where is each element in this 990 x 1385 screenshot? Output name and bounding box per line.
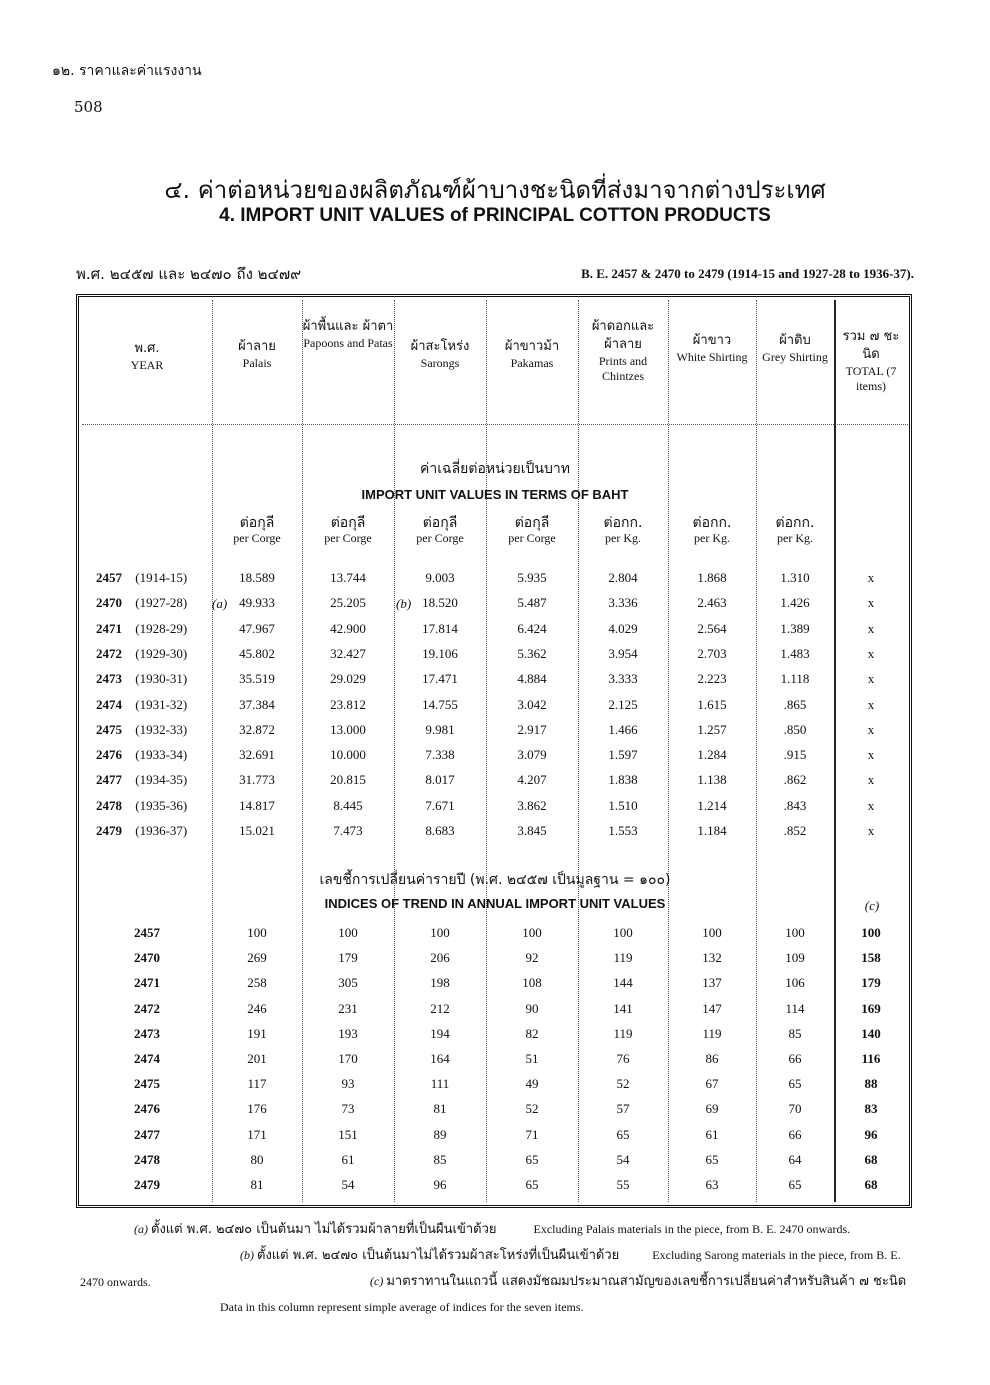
index-year: 2478 (134, 1151, 160, 1167)
year-ad: (1936-37) (135, 823, 188, 838)
index-cell: 61 (705, 1126, 719, 1142)
index-cell: 76 (616, 1051, 630, 1066)
column-header-5 (578, 318, 668, 384)
year-label (96, 747, 187, 763)
value-cell: 37.384 (239, 696, 275, 712)
column-header-4 (486, 318, 578, 371)
value-cell: 1.426 (780, 595, 810, 611)
column-header-english: Pakamas (510, 356, 554, 370)
index-cell: 54 (341, 1177, 355, 1192)
column-header-6 (668, 318, 756, 365)
index-cell: 137 (702, 975, 722, 991)
index-cell: 100 (522, 925, 542, 940)
value-cell: x (867, 645, 875, 661)
unit-label (302, 516, 394, 546)
index-cell: 51 (525, 1051, 539, 1066)
index-cell: 66 (788, 1126, 802, 1142)
index-cell: 86 (705, 1051, 719, 1066)
unit-label (486, 516, 578, 546)
column-header-english: Papoons and Patas (303, 336, 393, 350)
year-ad: (1929-30) (135, 645, 188, 661)
index-cell: 119 (613, 1025, 633, 1041)
index-year: 2473 (134, 1025, 160, 1041)
unit-thai: ต่อกก. (603, 515, 643, 531)
year-label (96, 570, 187, 586)
value-cell: .915 (783, 747, 807, 763)
value-cell: x (867, 823, 875, 838)
value-cell: 6.424 (517, 620, 547, 636)
index-cell: 269 (247, 950, 267, 966)
index-cell: 55 (616, 1177, 630, 1192)
value-cell: 1.838 (608, 772, 638, 788)
year-ad: (1931-32) (135, 696, 188, 712)
value-cell: 17.471 (422, 671, 458, 687)
page-number: 508 (74, 98, 103, 116)
footnote-c: (c) มาตราทานในแถวนี้ แสดงมัชฌมประมาณสามัญของเลขชี้การเปลี่ยนค่าสำหรับสินค้า ๗ ชะนิด (370, 1274, 907, 1289)
value-cell: 1.184 (697, 823, 727, 838)
index-cell: 140 (861, 1025, 881, 1041)
year-be: 2475 (96, 721, 122, 737)
unit-english: per Corge (508, 531, 556, 545)
index-cell: 52 (616, 1076, 630, 1092)
index-year: 2472 (134, 1000, 160, 1016)
value-cell: x (867, 721, 875, 737)
unit-thai: ต่อกุลี (514, 515, 550, 531)
value-cell: 5.935 (517, 570, 547, 585)
value-cell: 3.845 (517, 823, 547, 838)
index-cell: 117 (247, 1076, 267, 1092)
running-header: ๑๒. ราคาและค่าแรงงาน (52, 63, 202, 79)
index-cell: 106 (785, 975, 805, 991)
value-cell: x (867, 595, 875, 611)
value-cell: 1.597 (608, 747, 638, 763)
unit-english: per Kg. (777, 531, 813, 545)
index-year: 2470 (134, 950, 160, 966)
index-cell: 69 (705, 1101, 719, 1117)
index-year: 2474 (134, 1051, 160, 1066)
value-cell: 1.510 (608, 797, 638, 813)
index-cell: 96 (433, 1177, 447, 1192)
year-label (96, 697, 187, 713)
year-be: 2474 (96, 696, 122, 712)
value-cell: 7.473 (333, 823, 363, 838)
year-be: 2457 (96, 570, 122, 585)
index-cell: 81 (433, 1101, 447, 1117)
column-header-3 (394, 318, 486, 371)
column-header-thai: รวม ๗ ชะนิด (842, 329, 900, 362)
year-ad: (1914-15) (135, 570, 188, 585)
value-cell: 4.029 (608, 620, 638, 636)
index-cell: 65 (705, 1151, 719, 1167)
value-cell: 1.483 (780, 645, 810, 661)
value-cell: .852 (783, 823, 807, 838)
index-cell: 81 (250, 1177, 264, 1192)
index-cell: 100 (702, 925, 722, 940)
value-cell: 20.815 (330, 772, 366, 788)
index-cell: 231 (338, 1000, 358, 1016)
unit-label (212, 516, 302, 546)
unit-thai: ต่อกก. (775, 515, 815, 531)
value-cell: 13.000 (330, 721, 366, 737)
unit-english: per Kg. (605, 531, 641, 545)
index-cell: 144 (613, 975, 633, 991)
unit-english: per Corge (416, 531, 464, 545)
index-cell: 246 (247, 1000, 267, 1016)
year-ad: (1928-29) (135, 620, 188, 636)
value-cell: 32.427 (330, 645, 366, 661)
year-label (96, 823, 187, 839)
column-header-8 (834, 328, 908, 394)
value-cell: 1.138 (697, 772, 727, 788)
section2-title-english: INDICES OF TREND IN ANNUAL IMPORT UNIT VALUES (324, 896, 666, 911)
value-cell: 9.981 (425, 721, 455, 737)
value-cell: 8.017 (425, 772, 455, 788)
value-cell: .843 (783, 797, 807, 813)
year-label (96, 798, 187, 814)
column-header-english: Grey Shirting (762, 350, 828, 364)
index-cell: 179 (338, 950, 358, 966)
index-cell: 191 (247, 1025, 267, 1041)
period-english: B. E. 2457 & 2470 to 2479 (1914-15 and 1927-28 to 1936-37). (581, 266, 914, 281)
value-cell: 9.003 (425, 570, 455, 585)
index-cell: 111 (430, 1076, 450, 1092)
year-be: 2471 (96, 620, 122, 636)
value-cell: 1.615 (697, 696, 727, 712)
index-cell: 68 (864, 1177, 878, 1192)
section2-title-thai: เลขชี้การเปลี่ยนค่ารายปี (พ.ศ. ๒๔๕๗ เป็นมูลฐาน = ๑๐๐) (319, 872, 671, 888)
value-cell: 45.802 (239, 645, 275, 661)
column-header-english: TOTAL (7 items) (845, 364, 897, 393)
value-cell: 1.257 (697, 721, 727, 737)
year-label (96, 621, 187, 637)
table-title-english: 4. IMPORT UNIT VALUES of PRINCIPAL COTTON PRODUCTS (219, 205, 771, 226)
year-label (96, 595, 187, 611)
value-cell: 1.553 (608, 823, 638, 838)
index-cell: 66 (788, 1051, 802, 1066)
value-cell: 32.691 (239, 747, 275, 763)
year-ad: (1927-28) (135, 595, 188, 611)
unit-label (756, 516, 834, 546)
unit-english: per Corge (324, 531, 372, 545)
index-cell: 169 (861, 1000, 881, 1016)
year-label (96, 671, 187, 687)
index-cell: 68 (864, 1151, 878, 1167)
value-cell: 18.520 (422, 595, 458, 611)
value-cell: 7.671 (425, 797, 455, 813)
value-cell: 5.487 (517, 595, 547, 611)
column-header-english: White Shirting (676, 350, 748, 364)
unit-english: per Corge (233, 531, 281, 545)
index-cell: 119 (702, 1025, 722, 1041)
index-cell: 93 (341, 1076, 355, 1092)
index-cell: 164 (430, 1051, 450, 1066)
value-cell: 35.519 (239, 671, 275, 687)
year-be: 2473 (96, 671, 122, 687)
value-cell: 3.079 (517, 747, 547, 763)
index-cell: 82 (525, 1025, 539, 1041)
value-cell: 2.804 (608, 570, 638, 585)
value-cell: 5.362 (517, 645, 547, 661)
index-cell: 171 (247, 1126, 267, 1142)
value-cell: x (867, 570, 875, 585)
value-cell: .850 (783, 721, 807, 737)
value-cell: .865 (783, 696, 807, 712)
year-ad: (1935-36) (135, 797, 188, 813)
value-cell: 4.207 (517, 772, 547, 788)
year-be: 2477 (96, 772, 122, 788)
value-cell: 47.967 (239, 620, 275, 636)
value-cell: 29.029 (330, 671, 366, 687)
index-cell: 176 (247, 1101, 267, 1117)
index-cell: 132 (702, 950, 722, 966)
index-cell: 96 (864, 1126, 878, 1142)
index-cell: 65 (788, 1177, 802, 1192)
year-label (96, 772, 187, 788)
index-cell: 65 (616, 1126, 630, 1142)
year-ad: (1932-33) (135, 721, 188, 737)
index-cell: 65 (788, 1076, 802, 1092)
index-cell: 100 (861, 925, 881, 940)
index-cell: 61 (341, 1151, 355, 1167)
index-cell: 85 (788, 1025, 802, 1041)
value-cell: 32.872 (239, 721, 275, 737)
column-header-thai: ผ้าลาย (238, 339, 276, 354)
unit-thai: ต่อกุลี (239, 515, 275, 531)
index-cell: 57 (616, 1101, 630, 1117)
index-cell: 63 (705, 1177, 719, 1192)
value-cell: x (867, 620, 875, 636)
index-cell: 80 (250, 1151, 264, 1167)
index-cell: 258 (247, 975, 267, 991)
index-cell: 141 (613, 1000, 633, 1016)
index-cell: 100 (613, 925, 633, 940)
value-cell: 2.564 (697, 620, 727, 636)
index-year: 2477 (134, 1126, 160, 1142)
value-cell: .862 (783, 772, 807, 788)
index-cell: 83 (864, 1101, 878, 1117)
index-cell: 90 (525, 1000, 539, 1016)
section1-title-english: IMPORT UNIT VALUES IN TERMS OF BAHT (361, 487, 629, 502)
value-cell: 2.223 (697, 671, 727, 687)
column-header-thai: ผ้าดิบ (779, 333, 811, 348)
value-cell: 3.336 (608, 595, 638, 611)
value-cell: 3.333 (608, 671, 638, 687)
column-header-thai: พ.ศ. (134, 341, 160, 356)
index-cell: 88 (864, 1076, 878, 1092)
index-cell: 108 (522, 975, 542, 991)
year-ad: (1934-35) (135, 772, 188, 788)
year-ad: (1933-34) (135, 747, 188, 763)
value-cell: 15.021 (239, 823, 275, 838)
year-label (96, 722, 187, 738)
index-cell: 49 (525, 1076, 539, 1092)
value-cell: 1.868 (697, 570, 727, 585)
index-year: 2479 (134, 1177, 160, 1192)
unit-label (578, 516, 668, 546)
value-cell: 23.812 (330, 696, 366, 712)
index-year: 2476 (134, 1101, 160, 1117)
index-cell: 92 (525, 950, 539, 966)
value-cell: x (867, 671, 875, 687)
footnote-c-english: Data in this column represent simple average of indices for the seven items. (220, 1300, 584, 1314)
index-cell: 206 (430, 950, 450, 966)
index-year: 2475 (134, 1076, 160, 1092)
value-cell: 3.862 (517, 797, 547, 813)
column-header-english: Prints and Chintzes (598, 354, 648, 383)
index-cell: 201 (247, 1051, 267, 1066)
value-cell: 7.338 (425, 747, 455, 763)
value-cell: 42.900 (330, 620, 366, 636)
value-cell: 4.884 (517, 671, 547, 687)
value-cell: 17.814 (422, 620, 458, 636)
year-be: 2479 (96, 823, 122, 838)
year-be: 2478 (96, 797, 122, 813)
value-cell: 25.205 (330, 595, 366, 611)
index-cell: 65 (525, 1151, 539, 1167)
index-year: 2457 (134, 925, 160, 940)
index-cell: 65 (525, 1177, 539, 1192)
index-cell: 194 (430, 1025, 450, 1041)
mark-b: (b) (396, 596, 412, 611)
index-cell: 100 (785, 925, 805, 940)
index-cell: 158 (861, 950, 881, 966)
column-header-7 (756, 318, 834, 365)
unit-thai: ต่อกก. (692, 515, 732, 531)
index-cell: 73 (341, 1101, 355, 1117)
index-cell: 151 (338, 1126, 358, 1142)
index-cell: 54 (616, 1151, 630, 1167)
column-header-thai: ผ้าพื้นและ ผ้าตา (302, 319, 394, 334)
year-be: 2472 (96, 645, 122, 661)
index-cell: 100 (338, 925, 358, 940)
unit-thai: ต่อกุลี (422, 515, 458, 531)
value-cell: 49.933 (239, 595, 275, 611)
value-cell: 18.589 (239, 570, 275, 585)
value-cell: 2.125 (608, 696, 638, 712)
index-cell: 198 (430, 975, 450, 991)
year-be: 2470 (96, 595, 122, 611)
index-cell: 100 (430, 925, 450, 940)
index-cell: 116 (861, 1051, 881, 1066)
index-cell: 147 (702, 1000, 722, 1016)
index-cell: 193 (338, 1025, 358, 1041)
value-cell: 14.755 (422, 696, 458, 712)
year-ad: (1930-31) (135, 671, 188, 687)
index-cell: 52 (525, 1101, 539, 1117)
index-cell: 71 (525, 1126, 539, 1142)
mark-a: (a) (212, 596, 228, 611)
column-header-thai: ผ้าดอกและ ผ้าลาย (591, 319, 655, 352)
unit-english: per Kg. (694, 531, 730, 545)
index-cell: 119 (613, 950, 633, 966)
value-cell: x (867, 696, 875, 712)
index-cell: 89 (433, 1126, 447, 1142)
value-cell: x (867, 797, 875, 813)
header-divider (82, 424, 908, 425)
index-cell: 179 (861, 975, 881, 991)
index-cell: 109 (785, 950, 805, 966)
value-cell: 10.000 (330, 747, 366, 763)
column-header-thai: ผ้าขาวม้า (504, 339, 560, 354)
value-cell: 8.445 (333, 797, 363, 813)
index-cell: 70 (788, 1101, 802, 1117)
value-cell: 1.310 (780, 570, 810, 585)
value-cell: 2.463 (697, 595, 727, 611)
period-thai: พ.ศ. ๒๔๕๗ และ ๒๔๗๐ ถึง ๒๔๗๙ (76, 265, 302, 283)
index-cell: 67 (705, 1076, 719, 1092)
value-cell: 3.042 (517, 696, 547, 712)
year-be: 2476 (96, 747, 122, 763)
unit-label (394, 516, 486, 546)
value-cell: 19.106 (422, 645, 458, 661)
index-year: 2471 (134, 975, 160, 991)
year-label (96, 646, 187, 662)
column-header-1 (212, 318, 302, 371)
value-cell: 31.773 (239, 772, 275, 788)
value-cell: 1.466 (608, 721, 638, 737)
mark-c: (c) (864, 898, 880, 913)
index-cell: 64 (788, 1151, 802, 1167)
index-cell: 100 (247, 925, 267, 940)
column-header-english: YEAR (130, 358, 164, 372)
value-cell: 3.954 (608, 645, 638, 661)
unit-label (668, 516, 756, 546)
value-cell: 1.284 (697, 747, 727, 763)
column-header-thai: ผ้าขาว (692, 333, 732, 348)
table-title-thai: ๔. ค่าต่อหน่วยของผลิตภัณฑ์ผ้าบางชะนิดที่ส่งมาจากต่างประเทศ (164, 176, 826, 204)
value-cell: 14.817 (239, 797, 275, 813)
index-cell: 85 (433, 1151, 447, 1167)
value-cell: 13.744 (330, 570, 366, 585)
column-header-2 (302, 318, 394, 351)
value-cell: 1.389 (780, 620, 810, 636)
footnote-b: (b) ตั้งแต่ พ.ศ. ๒๔๗๐ เป็นต้นมาไม่ได้รวมผ้าสะโหร่งที่เป็นผืนเข้าด้วย Excluding Sarong materials in the piece, from B. E. 2470 onwards. (80, 1248, 901, 1289)
column-header-thai: ผ้าสะโหร่ง (410, 339, 470, 354)
column-header-english: Sarongs (420, 356, 460, 370)
index-cell: 170 (338, 1051, 358, 1066)
value-cell: x (867, 772, 875, 788)
section1-title-thai: ค่าเฉลี่ยต่อหน่วยเป็นบาท (420, 461, 570, 477)
footnote-a: (a) ตั้งแต่ พ.ศ. ๒๔๗๐ เป็นต้นมา ไม่ได้รวมผ้าลายที่เป็นผืนเข้าด้วย Excluding Palais materials in the piece, from B. E. 2470 onwards. (134, 1222, 851, 1237)
value-cell: 2.917 (517, 721, 547, 737)
unit-thai: ต่อกุลี (330, 515, 366, 531)
index-cell: 212 (430, 1000, 450, 1016)
index-cell: 305 (338, 975, 358, 991)
index-cell: 114 (785, 1000, 805, 1016)
value-cell: 1.214 (697, 797, 727, 813)
value-cell: 8.683 (425, 823, 455, 838)
value-cell: x (867, 747, 875, 763)
column-header-0 (82, 340, 212, 373)
value-cell: 2.703 (697, 645, 727, 661)
value-cell: 1.118 (780, 671, 810, 687)
column-header-english: Palais (242, 356, 272, 370)
